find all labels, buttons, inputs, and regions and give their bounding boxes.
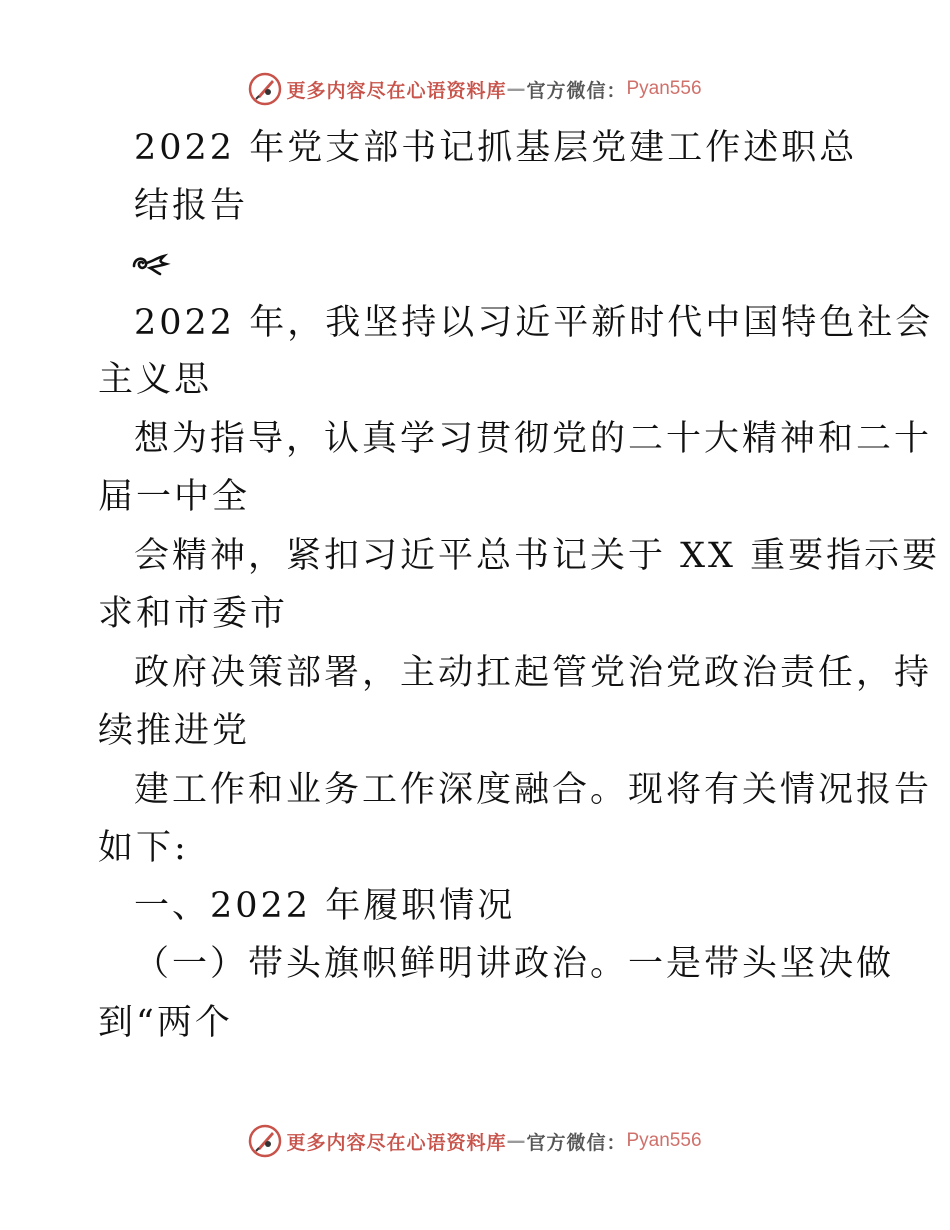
section-heading: 一、2022 年履职情况 bbox=[134, 886, 516, 926]
watermark-wechat-id: Pyan556 bbox=[626, 1130, 702, 1151]
watermark-wechat-label: 官方微信： bbox=[526, 79, 627, 102]
watermark-wechat-id: Pyan556 bbox=[626, 78, 702, 99]
watermark-separator: — bbox=[506, 78, 527, 100]
quill-pen-icon bbox=[248, 72, 282, 106]
paragraph-line: 建工作和业务工作深度融合。现将有关情况报告 bbox=[134, 770, 933, 810]
footer-watermark bbox=[0, 1124, 950, 1158]
paragraph-line: 续推进党 bbox=[98, 711, 251, 751]
paragraph-line: 求和市委市 bbox=[98, 594, 289, 634]
watermark-wechat-label: 官方微信： bbox=[526, 1131, 627, 1154]
paragraph-line: 2022 年，我坚持以习近平新时代中国特色社会 bbox=[134, 303, 934, 343]
quill-pen-icon bbox=[248, 1124, 282, 1158]
watermark-title: 更多内容尽在心语资料库 bbox=[286, 1131, 507, 1154]
paragraph-line: 到“两个 bbox=[98, 1003, 233, 1043]
doc-title-line-1: 2022 年党支部书记抓基层党建工作述职总 bbox=[134, 128, 858, 168]
doc-title-line-2: 结报告 bbox=[134, 186, 249, 226]
header-watermark bbox=[0, 72, 950, 106]
paragraph-line: （一）带头旗帜鲜明讲政治。一是带头坚决做 bbox=[134, 944, 895, 984]
fleuron-ornament-icon bbox=[130, 248, 172, 278]
paragraph-line: 会精神，紧扣习近平总书记关于 XX 重要指示要 bbox=[134, 536, 941, 576]
paragraph-line: 届一中全 bbox=[98, 477, 251, 517]
paragraph-line: 政府决策部署，主动扛起管党治党政治责任，持 bbox=[134, 653, 933, 693]
paragraph-line: 如下: bbox=[98, 828, 189, 868]
paragraph-line: 主义思 bbox=[98, 360, 213, 400]
watermark-title: 更多内容尽在心语资料库 bbox=[286, 79, 507, 102]
paragraph-line: 想为指导，认真学习贯彻党的二十大精神和二十 bbox=[134, 419, 933, 459]
watermark-separator: — bbox=[506, 1130, 527, 1152]
